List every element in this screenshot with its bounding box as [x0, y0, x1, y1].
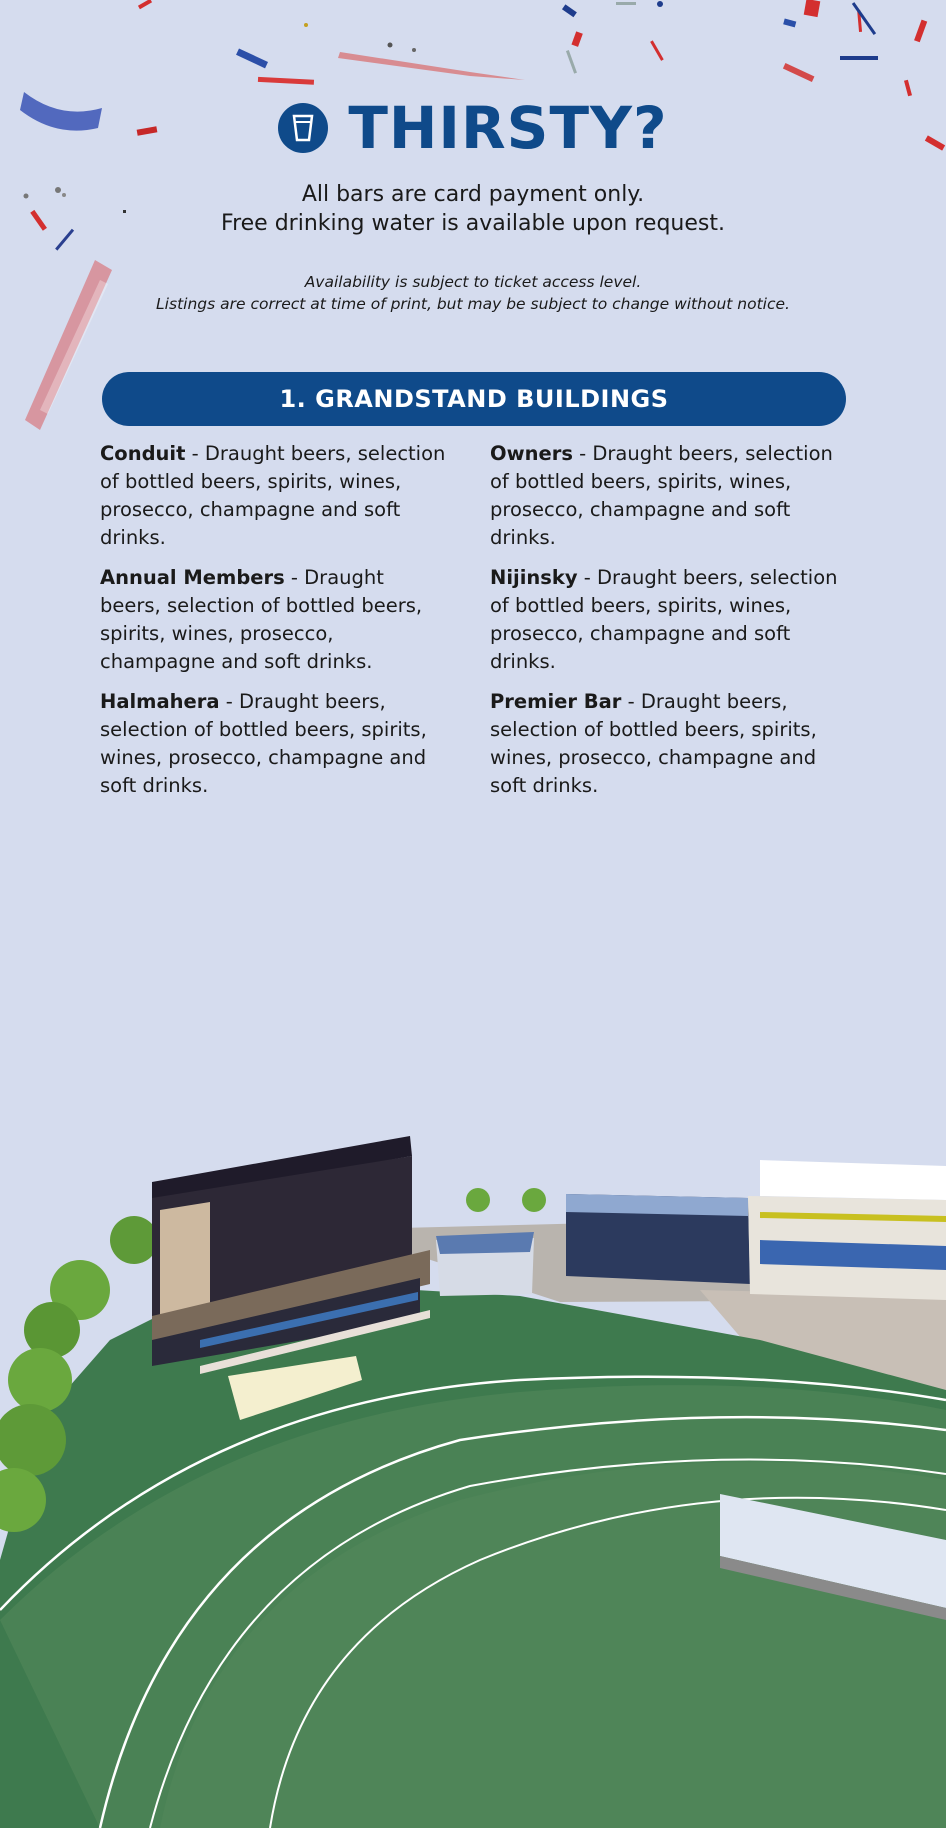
bar-description: Draught beers, selection of bottled beers, spirits, wines, prosecco, champagne and soft drinks.: [490, 566, 838, 673]
bar-name: Owners: [490, 442, 573, 465]
bar-description: Draught beers, selection of bottled beers, spirits, wines, prosecco, champagne and soft drinks.: [490, 690, 817, 797]
bar-listing: [100, 440, 840, 800]
note-line-2: Listings are correct at time of print, but may be subject to change without notice.: [156, 295, 790, 313]
bar-description: Draught beers, selection of bottled beers, spirits, wines, prosecco, champagne and soft drinks.: [490, 442, 833, 549]
bar-description: Draught beers, selection of bottled beers, spirits, wines, prosecco, champagne and soft drinks.: [100, 690, 427, 797]
bar-entry-premier-bar: [490, 688, 840, 800]
bar-name: Premier Bar: [490, 690, 622, 713]
disclaimer-note: [0, 271, 946, 315]
bar-separator: -: [577, 566, 597, 589]
bar-description: Draught beers, selection of bottled beers, spirits, wines, prosecco, champagne and soft drinks.: [100, 442, 446, 549]
bar-separator: -: [284, 566, 305, 589]
racecourse-illustration: [0, 1120, 946, 1828]
bar-separator: -: [621, 690, 641, 713]
note-line-1: Availability is subject to ticket access level.: [304, 273, 642, 291]
bar-name: Conduit: [100, 442, 186, 465]
bar-name: Annual Members: [100, 566, 285, 589]
bar-entry-halmahera: [100, 688, 450, 800]
bar-entry-annual-members: [100, 564, 450, 676]
intro-line-1: All bars are card payment only.: [301, 182, 645, 207]
bar-description: Draught beers, selection of bottled beers, spirits, wines, prosecco, champagne and soft drinks.: [100, 566, 423, 673]
intro-text: [0, 180, 946, 238]
bar-entry-owners: [490, 440, 840, 552]
title-row: [0, 94, 946, 162]
bar-name: Nijinsky: [490, 566, 578, 589]
drink-cup-icon: [278, 103, 328, 153]
bar-separator: -: [219, 690, 239, 713]
bar-name: Halmahera: [100, 690, 220, 713]
bar-separator: -: [185, 442, 205, 465]
section-title: 1. GRANDSTAND BUILDINGS: [279, 385, 669, 413]
intro-line-2: Free drinking water is available upon request.: [221, 211, 725, 236]
bar-entry-conduit: [100, 440, 450, 552]
bar-entry-nijinsky: [490, 564, 840, 676]
section-banner: [102, 372, 846, 426]
bar-separator: -: [572, 442, 593, 465]
page-title: THIRSTY?: [348, 94, 668, 162]
